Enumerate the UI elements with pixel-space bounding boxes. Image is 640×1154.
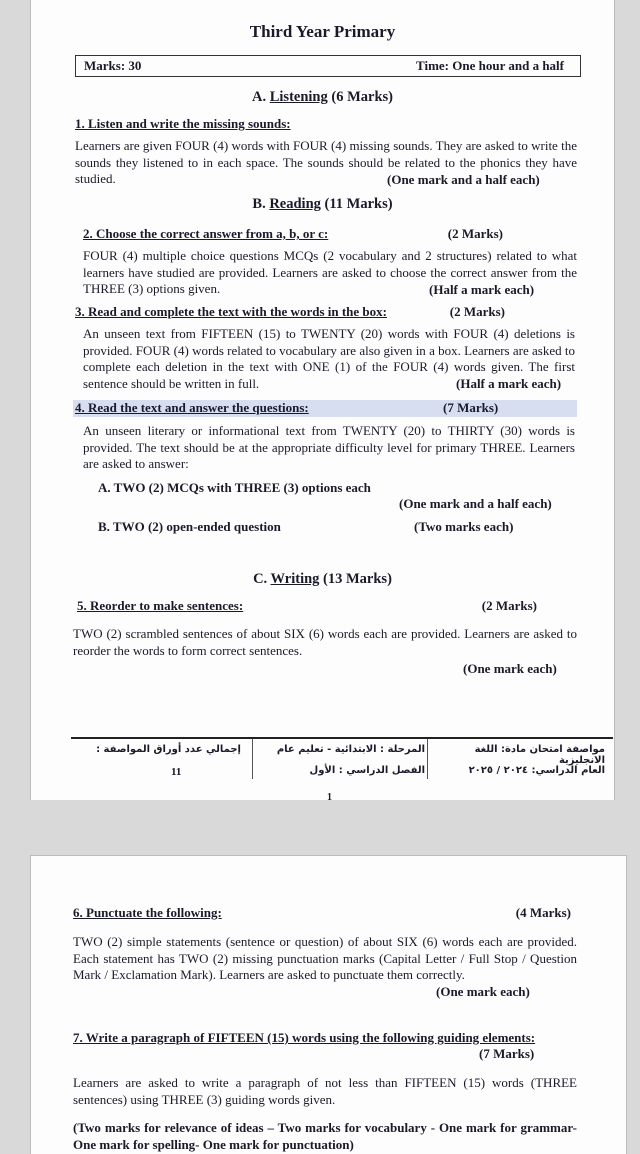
section-name: Listening <box>269 89 328 105</box>
question-6-body: TWO (2) simple statements (sentence or question) of about SIX (6) words each are provided. Each statement has TWO (2) missing punctuation marks (Capital Letter / Full Stop / Question Mark / Exclamation Mark). Learners are asked to punctuate them correctly. <box>73 934 577 982</box>
question-5-marks: (2 Marks) <box>481 598 537 613</box>
section-name: Reading <box>269 196 321 212</box>
footer-term: الفصل الدراسي : الأول <box>309 765 425 776</box>
marks-time-box <box>75 55 581 77</box>
question-1-text: Learners are given FOUR (4) words with FOUR (4) missing sounds. They are asked to write the sounds they listened to in each space. The sounds should be related to the phonics they have studied. <box>75 138 577 186</box>
question-4-body: An unseen literary or informational text from TWENTY (20) to THIRTY (30) words is provided. The text should be at the appropriate difficulty level for primary THREE. Learners are asked to answer: <box>83 423 575 471</box>
question-6-marks: (4 Marks) <box>515 905 571 920</box>
question-5-header <box>77 598 537 615</box>
footer-year: العام الدراسي: ٢٠٢٤ / ٢٠٢٥ <box>468 765 605 776</box>
question-4-header <box>73 400 577 417</box>
section-a-heading <box>31 89 614 106</box>
question-6-header <box>73 905 573 922</box>
footer-total-pages-label: إجمالي عدد أوراق المواصفة : <box>96 744 241 755</box>
question-7-body: Learners are asked to write a paragraph of not less than FIFTEEN (15) words (THREE sentences) using THREE (3) guiding words given. <box>73 1075 577 1107</box>
section-letter: B. <box>252 196 266 212</box>
question-1-title: 1. Listen and write the missing sounds: <box>75 116 291 131</box>
question-3-each: (Half a mark each) <box>456 376 562 391</box>
question-2-body: FOUR (4) multiple choice questions MCQs (2 vocabulary and 2 structures) related to what learners have studied are provided. Learners are asked to choose the correct answer from the THREE (3) options given. <box>83 248 577 296</box>
question-2-title: 2. Choose the correct answer from a, b, or c: <box>83 226 329 241</box>
footer-divider <box>71 737 613 739</box>
question-4-part-a-marks: (One mark and a half each) <box>399 496 552 511</box>
question-6-each: (One mark each) <box>436 984 530 999</box>
question-3-body: An unseen text from FIFTEEN (15) to TWENTY (20) words with FOUR (4) deletions is provided. FOUR (4) words related to vocabulary are also given in a box. Learners are asked to complete each deletion in the text with ONE (1) of the FOUR (4) words given. The first sentence should be written in full. <box>83 326 575 391</box>
footer-total-pages: 11 <box>171 766 182 778</box>
total-marks: Marks: 30 <box>84 58 142 73</box>
question-2-each: (Half a mark each) <box>429 282 535 297</box>
section-b-heading <box>31 196 614 213</box>
exam-spec-page-2 <box>30 855 627 1154</box>
question-5-title: 5. Reorder to make sentences: <box>77 598 244 613</box>
question-7-marks: (7 Marks) <box>479 1046 535 1061</box>
question-7-scoring: (Two marks for relevance of ideas – Two marks for vocabulary - One mark for grammar- One mark for spelling- One mark for punctuation) <box>73 1120 577 1152</box>
question-4-title: 4. Read the text and answer the questions: <box>75 400 309 415</box>
footer-col-divider <box>252 739 253 779</box>
question-2-marks: (2 Marks) <box>447 226 503 241</box>
section-c-heading <box>31 571 614 588</box>
footer-stage: المرحلة : الابتدائية - تعليم عام <box>276 744 425 755</box>
question-4-part-b: B. TWO (2) open-ended question <box>98 519 281 534</box>
question-4-part-a: A. TWO (2) MCQs with THREE (3) options each <box>98 480 371 495</box>
exam-time: Time: One hour and a half <box>416 58 564 73</box>
footer-subject: مواصفة امتحان مادة: اللغة الانجليزية <box>474 744 605 766</box>
section-letter: C. <box>253 571 268 587</box>
page-title: Third Year Primary <box>249 22 396 41</box>
section-letter: A. <box>252 89 267 105</box>
question-7-title: 7. Write a paragraph of FIFTEEN (15) words using the following guiding elements: <box>73 1030 536 1045</box>
question-7-header <box>73 1030 577 1047</box>
section-marks: (6 Marks) <box>331 89 393 105</box>
question-6-title: 6. Punctuate the following: <box>73 905 222 920</box>
section-name: Writing <box>270 571 320 587</box>
section-marks: (11 Marks) <box>324 196 393 212</box>
question-5-each: (One mark each) <box>463 661 557 676</box>
exam-spec-page-1 <box>30 0 615 803</box>
question-2-header <box>83 226 503 243</box>
question-3-header <box>75 304 505 321</box>
section-marks: (13 Marks) <box>323 571 392 587</box>
footer-col-divider <box>427 739 428 779</box>
question-3-title: 3. Read and complete the text with the words in the box: <box>75 304 387 319</box>
question-4-marks: (7 Marks) <box>443 400 499 415</box>
page-number: 1 <box>327 792 332 803</box>
question-3-marks: (2 Marks) <box>449 304 505 319</box>
question-5-body: TWO (2) scrambled sentences of about SIX (6) words each are provided. Learners are asked to reorder the words to form correct sentences. <box>73 626 577 658</box>
question-1-marks: (One mark and a half each) <box>387 172 540 187</box>
question-4-part-b-marks: (Two marks each) <box>414 519 514 534</box>
